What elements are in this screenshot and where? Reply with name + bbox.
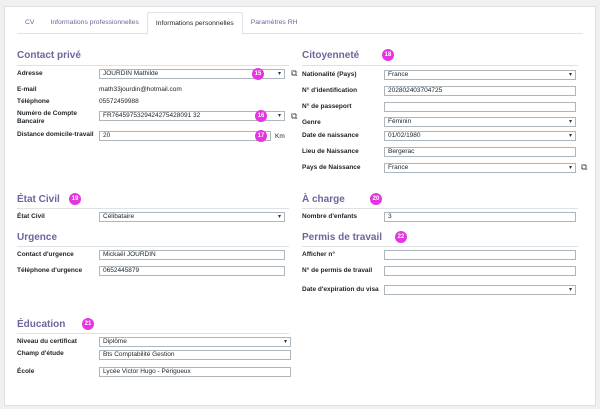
expiration-visa-label: Date d'expiration du visa: [302, 286, 379, 293]
expiration-visa-input[interactable]: [384, 285, 576, 295]
section-title-urgence: Urgence: [17, 232, 58, 243]
compte-bancaire-value: FR7645975329424275428091 32: [103, 112, 201, 119]
passeport-label: N° de passeport: [302, 103, 352, 110]
contact-urgence-value: Mickaël JOURDIN: [103, 251, 156, 258]
champ-etude-input[interactable]: [99, 350, 291, 360]
annotation-badge-22: 22: [395, 231, 407, 243]
lieu-naissance-value: Bergerac: [388, 148, 415, 155]
identification-input[interactable]: [384, 86, 576, 96]
niveau-certificat-label: Niveau du certificat: [17, 338, 77, 345]
telephone-label: Téléphone: [17, 98, 50, 105]
contact-urgence-label: Contact d'urgence: [17, 251, 74, 258]
genre-value: Féminin: [388, 118, 412, 125]
section-title-citoyennete: Citoyenneté: [302, 50, 360, 61]
adresse-value: JOURDIN Mathilde: [103, 70, 159, 77]
telephone-value: 05572459988: [99, 98, 139, 105]
section-divider: [17, 333, 289, 334]
ecole-label: École: [17, 368, 35, 375]
section-divider: [17, 246, 289, 247]
compte-bancaire-label: Numéro de Compte Bancaire: [17, 110, 77, 125]
section-divider: [17, 208, 289, 209]
distance-unit: Km: [275, 133, 285, 140]
nationalite-label: Nationalité (Pays): [302, 71, 357, 78]
tab-informations-personnelles[interactable]: Informations personnelles: [147, 12, 243, 35]
ecole-value: Lycée Victor Hugo - Périgueux: [103, 368, 191, 375]
annotation-badge-18: 18: [382, 49, 394, 61]
external-link-icon[interactable]: ⧉: [291, 68, 298, 78]
external-link-icon[interactable]: ⧉: [581, 162, 588, 172]
nationalite-value: France: [388, 71, 409, 78]
date-naissance-value: 01/02/1980: [388, 132, 421, 139]
etat-civil-label: État Civil: [17, 213, 45, 220]
section-divider: [17, 65, 289, 66]
niveau-certificat-value: Diplôme: [103, 338, 127, 345]
pays-naissance-label: Pays de Naissance: [302, 164, 361, 171]
annotation-badge-21: 21: [82, 318, 94, 330]
numero-permis-input[interactable]: [384, 266, 576, 276]
form-sheet: [4, 6, 596, 406]
date-naissance-label: Date de naissance: [302, 132, 359, 139]
annotation-badge-19: 19: [69, 193, 81, 205]
section-title-permis-travail: Permis de travail: [302, 232, 383, 243]
ecole-input[interactable]: [99, 367, 291, 377]
afficher-numero-input[interactable]: [384, 250, 576, 260]
email-label: E-mail: [17, 86, 37, 93]
nationalite-select[interactable]: [384, 70, 576, 80]
lieu-naissance-input[interactable]: [384, 147, 576, 157]
genre-label: Genre: [302, 119, 321, 126]
annotation-badge-16: 16: [255, 110, 267, 122]
nombre-enfants-label: Nombre d'enfants: [302, 213, 357, 220]
etat-civil-value: Célibataire: [103, 213, 135, 220]
nombre-enfants-value: 3: [388, 213, 392, 220]
pays-naissance-select[interactable]: [384, 163, 576, 173]
section-title-education: Éducation: [17, 319, 66, 330]
champ-etude-label: Champ d'étude: [17, 350, 64, 357]
section-divider: [302, 65, 578, 66]
distance-value: 20: [103, 132, 111, 139]
date-naissance-input[interactable]: [384, 131, 576, 141]
telephone-urgence-value: 0652445879: [103, 267, 140, 274]
numero-permis-label: N° de permis de travail: [302, 267, 373, 274]
section-divider: [302, 208, 578, 209]
section-title-etat-civil: État Civil: [17, 194, 60, 205]
tab-bar: [17, 12, 583, 34]
section-title-contact-prive: Contact privé: [17, 50, 81, 61]
tab-informations-professionnelles[interactable]: Informations professionnelles: [50, 19, 139, 26]
genre-select[interactable]: [384, 117, 576, 127]
email-value: math33jourdin@hotmail.com: [99, 86, 182, 93]
adresse-label: Adresse: [17, 70, 43, 77]
etat-civil-select[interactable]: [99, 212, 285, 222]
section-title-a-charge: À charge: [302, 194, 345, 205]
distance-label: Distance domicile-travail: [17, 131, 94, 138]
nombre-enfants-input[interactable]: [384, 212, 576, 222]
annotation-badge-20: 20: [370, 193, 382, 205]
champ-etude-value: Bts Comptabilité Gestion: [103, 351, 175, 358]
niveau-certificat-select[interactable]: [99, 337, 291, 347]
telephone-urgence-label: Téléphone d'urgence: [17, 267, 83, 274]
passeport-input[interactable]: [384, 102, 576, 112]
lieu-naissance-label: Lieu de Naissance: [302, 148, 359, 155]
tab-cv[interactable]: CV: [25, 19, 35, 26]
afficher-numero-label: Afficher n°: [302, 251, 335, 258]
tab-parametres-rh[interactable]: Paramètres RH: [250, 19, 298, 26]
identification-value: 202802403704725: [388, 87, 443, 94]
identification-label: N° d'identification: [302, 87, 358, 94]
section-divider: [302, 246, 578, 247]
pays-naissance-value: France: [388, 164, 409, 171]
annotation-badge-17: 17: [255, 130, 267, 142]
distance-input[interactable]: [99, 131, 271, 141]
contact-urgence-input[interactable]: [99, 250, 285, 260]
telephone-urgence-input[interactable]: [99, 266, 285, 276]
annotation-badge-15: 15: [252, 68, 264, 80]
external-link-icon[interactable]: ⧉: [291, 111, 298, 121]
